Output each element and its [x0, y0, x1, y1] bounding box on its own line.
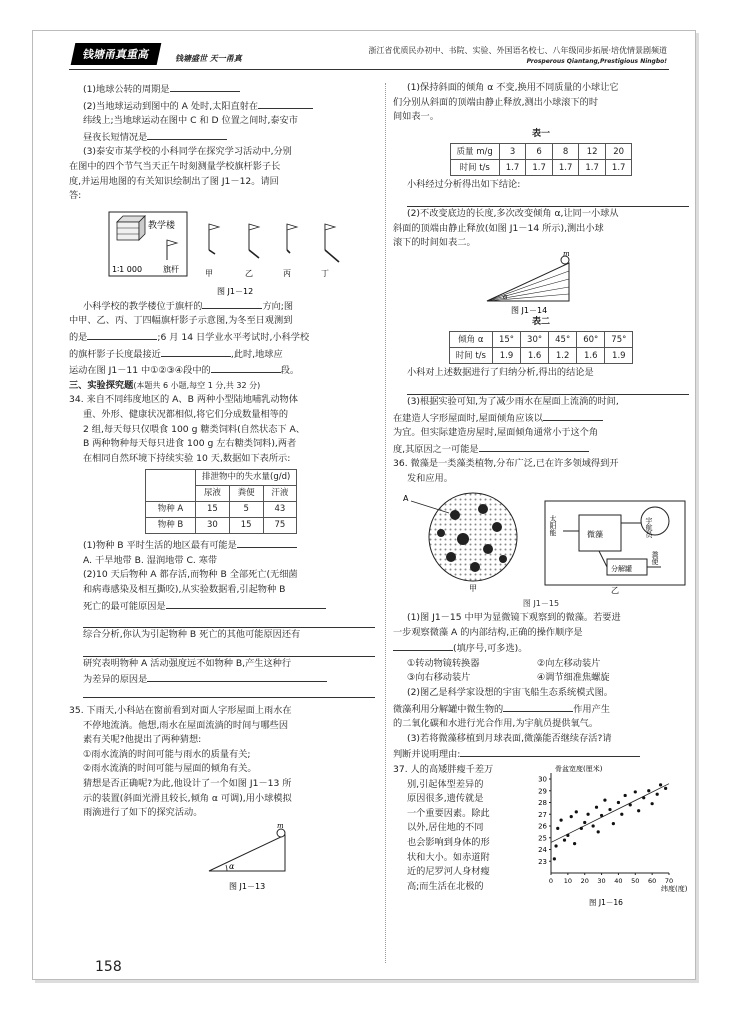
table-title: 表一	[531, 128, 550, 139]
x-tick-label: 40	[614, 877, 623, 886]
figure-caption: 图 J1－13	[229, 881, 266, 891]
shadow-diagram-ding	[325, 224, 339, 262]
mass-label: m	[277, 821, 284, 830]
table-2	[449, 331, 634, 364]
text-line: 作用产生	[573, 703, 610, 715]
y-tick-label: 25	[538, 834, 547, 843]
shadow-diagram-jia	[209, 224, 219, 254]
text-line: 一步观察微藻 A 的内部结构,正确的操作顺序是	[393, 626, 583, 638]
data-point	[603, 799, 606, 802]
answer-line	[407, 381, 689, 395]
decomposer-label: 分解罐	[611, 564, 632, 573]
text-line: (1)图 J1－15 中甲为显微镜下观察到的微藻。若要进	[407, 612, 621, 624]
shadow-diagram-yi	[249, 224, 259, 258]
option: ③向右移动装片	[407, 672, 471, 684]
section-title: 三、实验探究题	[69, 379, 134, 391]
page-frame	[32, 30, 696, 980]
options-line: A. 干旱地带 B. 湿润地带 C. 寒带	[83, 554, 218, 566]
data-point	[608, 808, 611, 811]
shadow-diagram-bing	[287, 224, 297, 253]
answer-line	[407, 193, 689, 207]
text-line: ;6 月 14 日学业水平考试时,小科学校	[157, 331, 310, 343]
section-note: (本题共 6 小题,每空 1 分,共 32 分)	[133, 380, 261, 390]
label-jia: 甲	[469, 583, 477, 593]
data-point	[586, 813, 589, 816]
right-column	[393, 81, 689, 909]
table-cell: 1.9	[605, 348, 633, 364]
option: ④调节细准焦螺旋	[537, 672, 610, 684]
text-line: 在相同自然环境下持续实验 10 天,数据如下表所示:	[83, 452, 291, 464]
ball-icon	[277, 829, 285, 837]
figure-caption: 图 J1－15	[522, 598, 560, 608]
text-line: 滚下的时间如表二。	[393, 237, 476, 249]
data-point	[573, 842, 576, 845]
text-line: 小科对上述数据进行了归纳分析,得出的结论是	[407, 367, 594, 379]
data-point	[612, 822, 615, 825]
table-title: 表二	[531, 316, 550, 327]
data-point	[556, 827, 559, 830]
label-bing: 丙	[283, 268, 291, 278]
row-header: 倾角 α	[449, 332, 492, 348]
table-cell: 1.7	[552, 160, 579, 176]
text-line: 素有关呢?他提出了两种猜想:	[83, 734, 202, 746]
table-cell: 45°	[549, 332, 577, 348]
table-cell: 8	[552, 144, 579, 160]
text-line: (3)若将微藻移植到月球表面,微藻能否继续存活?请	[407, 732, 612, 744]
text-line: 雨滴进行了如下的探究活动。	[83, 807, 203, 819]
building-label: 教学楼	[148, 220, 176, 231]
y-tick-label: 24	[538, 846, 547, 855]
text-line: 昼夜长短情况是	[83, 131, 148, 143]
data-point	[637, 809, 640, 812]
text-line: 为差异的原因是	[83, 674, 148, 686]
text-line: 运动在图 J1－11 中①②③④段中的	[69, 365, 211, 377]
figure-caption: 图 J1－16	[589, 898, 623, 908]
data-point	[560, 819, 563, 822]
data-point	[553, 857, 556, 860]
data-point	[642, 796, 645, 799]
text-line: 方向;图	[262, 300, 294, 312]
figure-caption: 图 J1－14	[511, 305, 548, 315]
x-tick-label: 50	[631, 877, 640, 886]
table-cell: 20	[605, 144, 632, 160]
col-header: 尿液	[196, 486, 230, 502]
data-point	[580, 827, 583, 830]
column-divider	[385, 83, 386, 963]
text-line: 答:	[69, 190, 82, 202]
header-series: 浙江省优质民办初中、书院、实验、外国语名校七、八年级同步拓展·培优情景剧频道	[368, 46, 667, 55]
header	[33, 31, 695, 71]
data-point	[554, 844, 557, 847]
y-tick-label: 26	[538, 822, 547, 831]
text-line: 综合分析,你认为引起物种 B 死亡的其他可能原因还有	[83, 629, 301, 641]
text-line: 在图中的四个节气当天正午时刻测量学校旗杆影子长	[69, 160, 281, 172]
data-point	[629, 803, 632, 806]
figure-j1-13	[69, 821, 369, 893]
text-line: ,此时,地球应	[230, 348, 283, 360]
data-point	[563, 839, 566, 842]
text-line: 度,并运用地图的有关知识绘制出了图 J1－12。请回	[69, 175, 279, 187]
data-point	[583, 821, 586, 824]
text-line: 重、外形、健康状况都相似,将它们分成数量相等的	[83, 408, 289, 420]
table-cell: 1.7	[579, 160, 606, 176]
data-point	[634, 790, 637, 793]
q37-text: 37. 人的高矮胖瘦千差万 别,引起体型差异的 原因很多,遗传就是 一个重要因素。除此 以外,居住地的不同 也会影响到身体的形 状和大小。如赤道附 近的尼罗河人身材瘦 高;而生活在北极的	[393, 764, 494, 892]
table-cell: 5	[229, 502, 263, 518]
y-axis-label: 骨盆宽度(厘米)	[555, 765, 603, 774]
algae-box-label: 微藻	[587, 529, 603, 539]
text-line: 段。	[280, 365, 300, 377]
figure-j1-14	[393, 251, 689, 315]
figure-caption: 图 J1－12	[217, 286, 254, 296]
text-line: (3)泰安市某学校的小科同学在探究学习活动中,分别	[83, 146, 292, 158]
table-cell: 43	[263, 502, 297, 518]
text-line: 和病毒感染及相互撕咬),从实验数据看,引起物种 B	[83, 584, 286, 596]
text-line: 的是	[69, 331, 88, 343]
text-line: 不停地流淌。他想,雨水在屋面流淌的时间与哪些因	[83, 719, 289, 731]
table-cell: 1.7	[526, 160, 553, 176]
data-point	[624, 794, 627, 797]
option: ②向左移动装片	[537, 657, 601, 669]
y-tick-label: 30	[538, 775, 547, 784]
header-rule	[69, 69, 669, 70]
text-line: B 两种物种每天每只进食 100 g 左右糖类饲料),两者	[83, 438, 297, 450]
data-point	[595, 806, 598, 809]
row-header: 时间 t/s	[449, 348, 492, 364]
table-34	[145, 469, 297, 534]
table-cell: 12	[579, 144, 606, 160]
x-tick-label: 60	[648, 877, 657, 886]
figure-j1-12	[99, 206, 399, 298]
waste-label: 粪便	[651, 550, 659, 565]
angle-label: α	[229, 861, 235, 871]
table-cell: 60°	[577, 332, 605, 348]
data-point	[664, 787, 667, 790]
table-cell: 15	[196, 502, 230, 518]
data-point	[620, 813, 623, 816]
text-line: 在建造人字形屋面时,屋面倾角应该以	[393, 412, 543, 424]
table-header: 排泄物中的失水量(g/d)	[196, 470, 297, 486]
header-slogan: 钱塘盛世 天一甬真	[175, 54, 242, 63]
incline	[209, 835, 285, 871]
mass-label: m	[563, 250, 570, 258]
data-point	[600, 814, 603, 817]
y-tick-label: 23	[538, 857, 547, 866]
table-cell: 1.7	[605, 160, 632, 176]
sun-label: 太阳能	[549, 514, 557, 536]
text-line: 小科经过分析得出如下结论:	[407, 179, 521, 191]
text-line: (1)保持斜面的倾角 α 不变,换用不同质量的小球让它	[407, 82, 619, 93]
building-icon	[117, 216, 145, 240]
scale-label: 1∶1 000	[112, 264, 143, 274]
col-header: 粪便	[229, 486, 263, 502]
data-point	[651, 802, 654, 805]
table-cell: 75	[263, 518, 297, 534]
q-pos-a: (2)当地球运动到图中的 A 处时,太阳直射在	[83, 100, 259, 112]
row-header: 质量 m/g	[450, 144, 499, 160]
col-header: 汗液	[263, 486, 297, 502]
text-line: 为宜。但实际建造房屋时,屋面倾角通常小于这个角	[393, 427, 599, 439]
x-tick-label: 0	[548, 877, 554, 886]
x-tick-label: 20	[580, 877, 589, 886]
table-cell: 30°	[521, 332, 549, 348]
text-line: ①雨水流淌的时间可能与雨水的质量有关;	[83, 748, 251, 760]
data-point	[656, 793, 659, 796]
text-line: ②雨水流淌的时间可能与屋面的倾角有关。	[83, 763, 257, 775]
answer-line	[83, 688, 375, 698]
data-point	[647, 789, 650, 792]
data-point	[575, 810, 578, 813]
label-jia: 甲	[205, 268, 213, 278]
table-cell: 30	[196, 518, 230, 534]
y-tick-label: 27	[538, 810, 547, 819]
algae-a-label: A	[403, 493, 409, 503]
x-tick-label: 70	[664, 877, 674, 886]
row-header: 时间 t/s	[450, 160, 499, 176]
x-axis-label: 纬度(度)	[661, 885, 688, 894]
page-number: 158	[95, 959, 122, 975]
text-line: (2)不改变底边的长度,多次改变倾角 α,让同一小球从	[407, 207, 619, 219]
text-line: (2)10 天后物种 A 都存活,而物种 B 全部死亡(无细菌	[83, 569, 298, 581]
data-point	[592, 824, 595, 827]
text-line: 度,其原因之一可能是	[393, 443, 479, 455]
data-point	[570, 815, 573, 818]
table-cell: 1.7	[499, 160, 526, 176]
table-cell: 75°	[605, 332, 633, 348]
x-tick-label: 30	[597, 877, 606, 886]
text-line: 微藻利用分解罐中微生物的	[393, 703, 504, 715]
table-cell: 1.6	[521, 348, 549, 364]
angle-label: α	[503, 292, 508, 301]
y-tick-label: 29	[538, 787, 547, 796]
text-line: 的旗杆影子长度最接近	[69, 348, 161, 360]
answer-line	[83, 643, 375, 657]
text-line: 发和应用。	[407, 472, 453, 484]
label-yi: 乙	[245, 268, 253, 278]
table-cell: 1.2	[549, 348, 577, 364]
q36-text: 36. 微藻是一类藻类植物,分布广泛,已在许多领域得到开	[393, 458, 619, 470]
table-1	[450, 143, 633, 176]
header-tag: 钱塘甬真重高	[71, 43, 162, 65]
text-line: (2)图乙是科学家设想的宇宙飞船生态系统模式图。	[407, 687, 613, 699]
table-cell: 1.6	[577, 348, 605, 364]
text-line: 间如表一。	[393, 111, 439, 123]
text-line: 纬线上;当地球运动在图中 C 和 D 位置之间时,泰安市	[83, 115, 298, 127]
data-point	[566, 834, 569, 837]
text-line: 小科学校的教学楼位于旗杆的	[83, 300, 203, 312]
x-tick-label: 10	[563, 877, 572, 886]
option: ①转动物镜转换器	[407, 657, 480, 669]
q35-text: 35. 下雨天,小科站在窗前看到对面人字形屋面上雨水在	[69, 705, 292, 717]
table-cell: 3	[499, 144, 526, 160]
table-cell: 15	[229, 518, 263, 534]
scatter-chart-j1-16	[529, 763, 689, 909]
text-line: 猜想是否正确呢?为此,他设计了一个如图 J1－13 所	[83, 778, 292, 789]
q37-block	[393, 763, 689, 909]
text-line: 2 组,每天每只仅喂食 100 g 糖类饲料(自然状态下 A、	[83, 423, 305, 435]
trend-line	[551, 784, 669, 843]
text-line: 的二氧化碳和水进行光合作用,为宇航员提供氧气。	[393, 718, 599, 730]
text-line: (1)物种 B 平时生活的地区最有可能是	[83, 540, 237, 552]
text-line: 死亡的最可能原因是	[83, 600, 166, 612]
flagpole-icon	[167, 240, 177, 260]
left-column	[69, 81, 375, 893]
q-period: (1)地球公转的周期是	[83, 84, 170, 95]
row-header: 物种 A	[146, 502, 196, 518]
table-cell: 6	[526, 144, 553, 160]
y-tick-label: 28	[538, 799, 547, 808]
row-header: 物种 B	[146, 518, 196, 534]
answer-line	[83, 614, 375, 628]
text-line: 判断并说明理由:	[393, 749, 461, 761]
header-english: Prosperous Qiantang,Prestigious Ningbo!	[526, 58, 667, 65]
text-line: 中甲、乙、丙、丁四幅旗杆影子示意图,为冬至日观测到	[69, 315, 293, 327]
table-cell: 1.9	[492, 348, 520, 364]
data-point	[617, 801, 620, 804]
astronaut-label: 宇航员	[645, 516, 653, 538]
text-line: (填序号,可多选)。	[453, 643, 528, 655]
flag-label: 旗杆	[163, 264, 179, 274]
q34-text: 34. 来自不同纬度地区的 A、B 两种小型陆地哺乳动物体	[69, 394, 298, 406]
figure-j1-15	[393, 487, 689, 597]
label-ding: 丁	[321, 268, 329, 278]
text-line: 斜面的顶端由静止释放(如图 J1－14 所示),测出小球	[393, 222, 604, 234]
text-line: (3)根据实验可知,为了减少雨水在屋面上流淌的时间,	[407, 395, 619, 407]
text-line: 研究表明物种 A 活动强度远不如物种 B,产生这种行	[83, 657, 292, 669]
table-cell: 15°	[492, 332, 520, 348]
corner-cell	[146, 470, 196, 502]
label-yi: 乙	[611, 585, 619, 595]
text-line: 们分别从斜面的顶端由静止释放,测出小球滚下的时	[393, 96, 599, 108]
data-point	[659, 783, 662, 786]
text-line: 示的装置(斜面光滑且较长,倾角 α 可调),用小球模拟	[83, 792, 292, 804]
data-point	[597, 830, 600, 833]
